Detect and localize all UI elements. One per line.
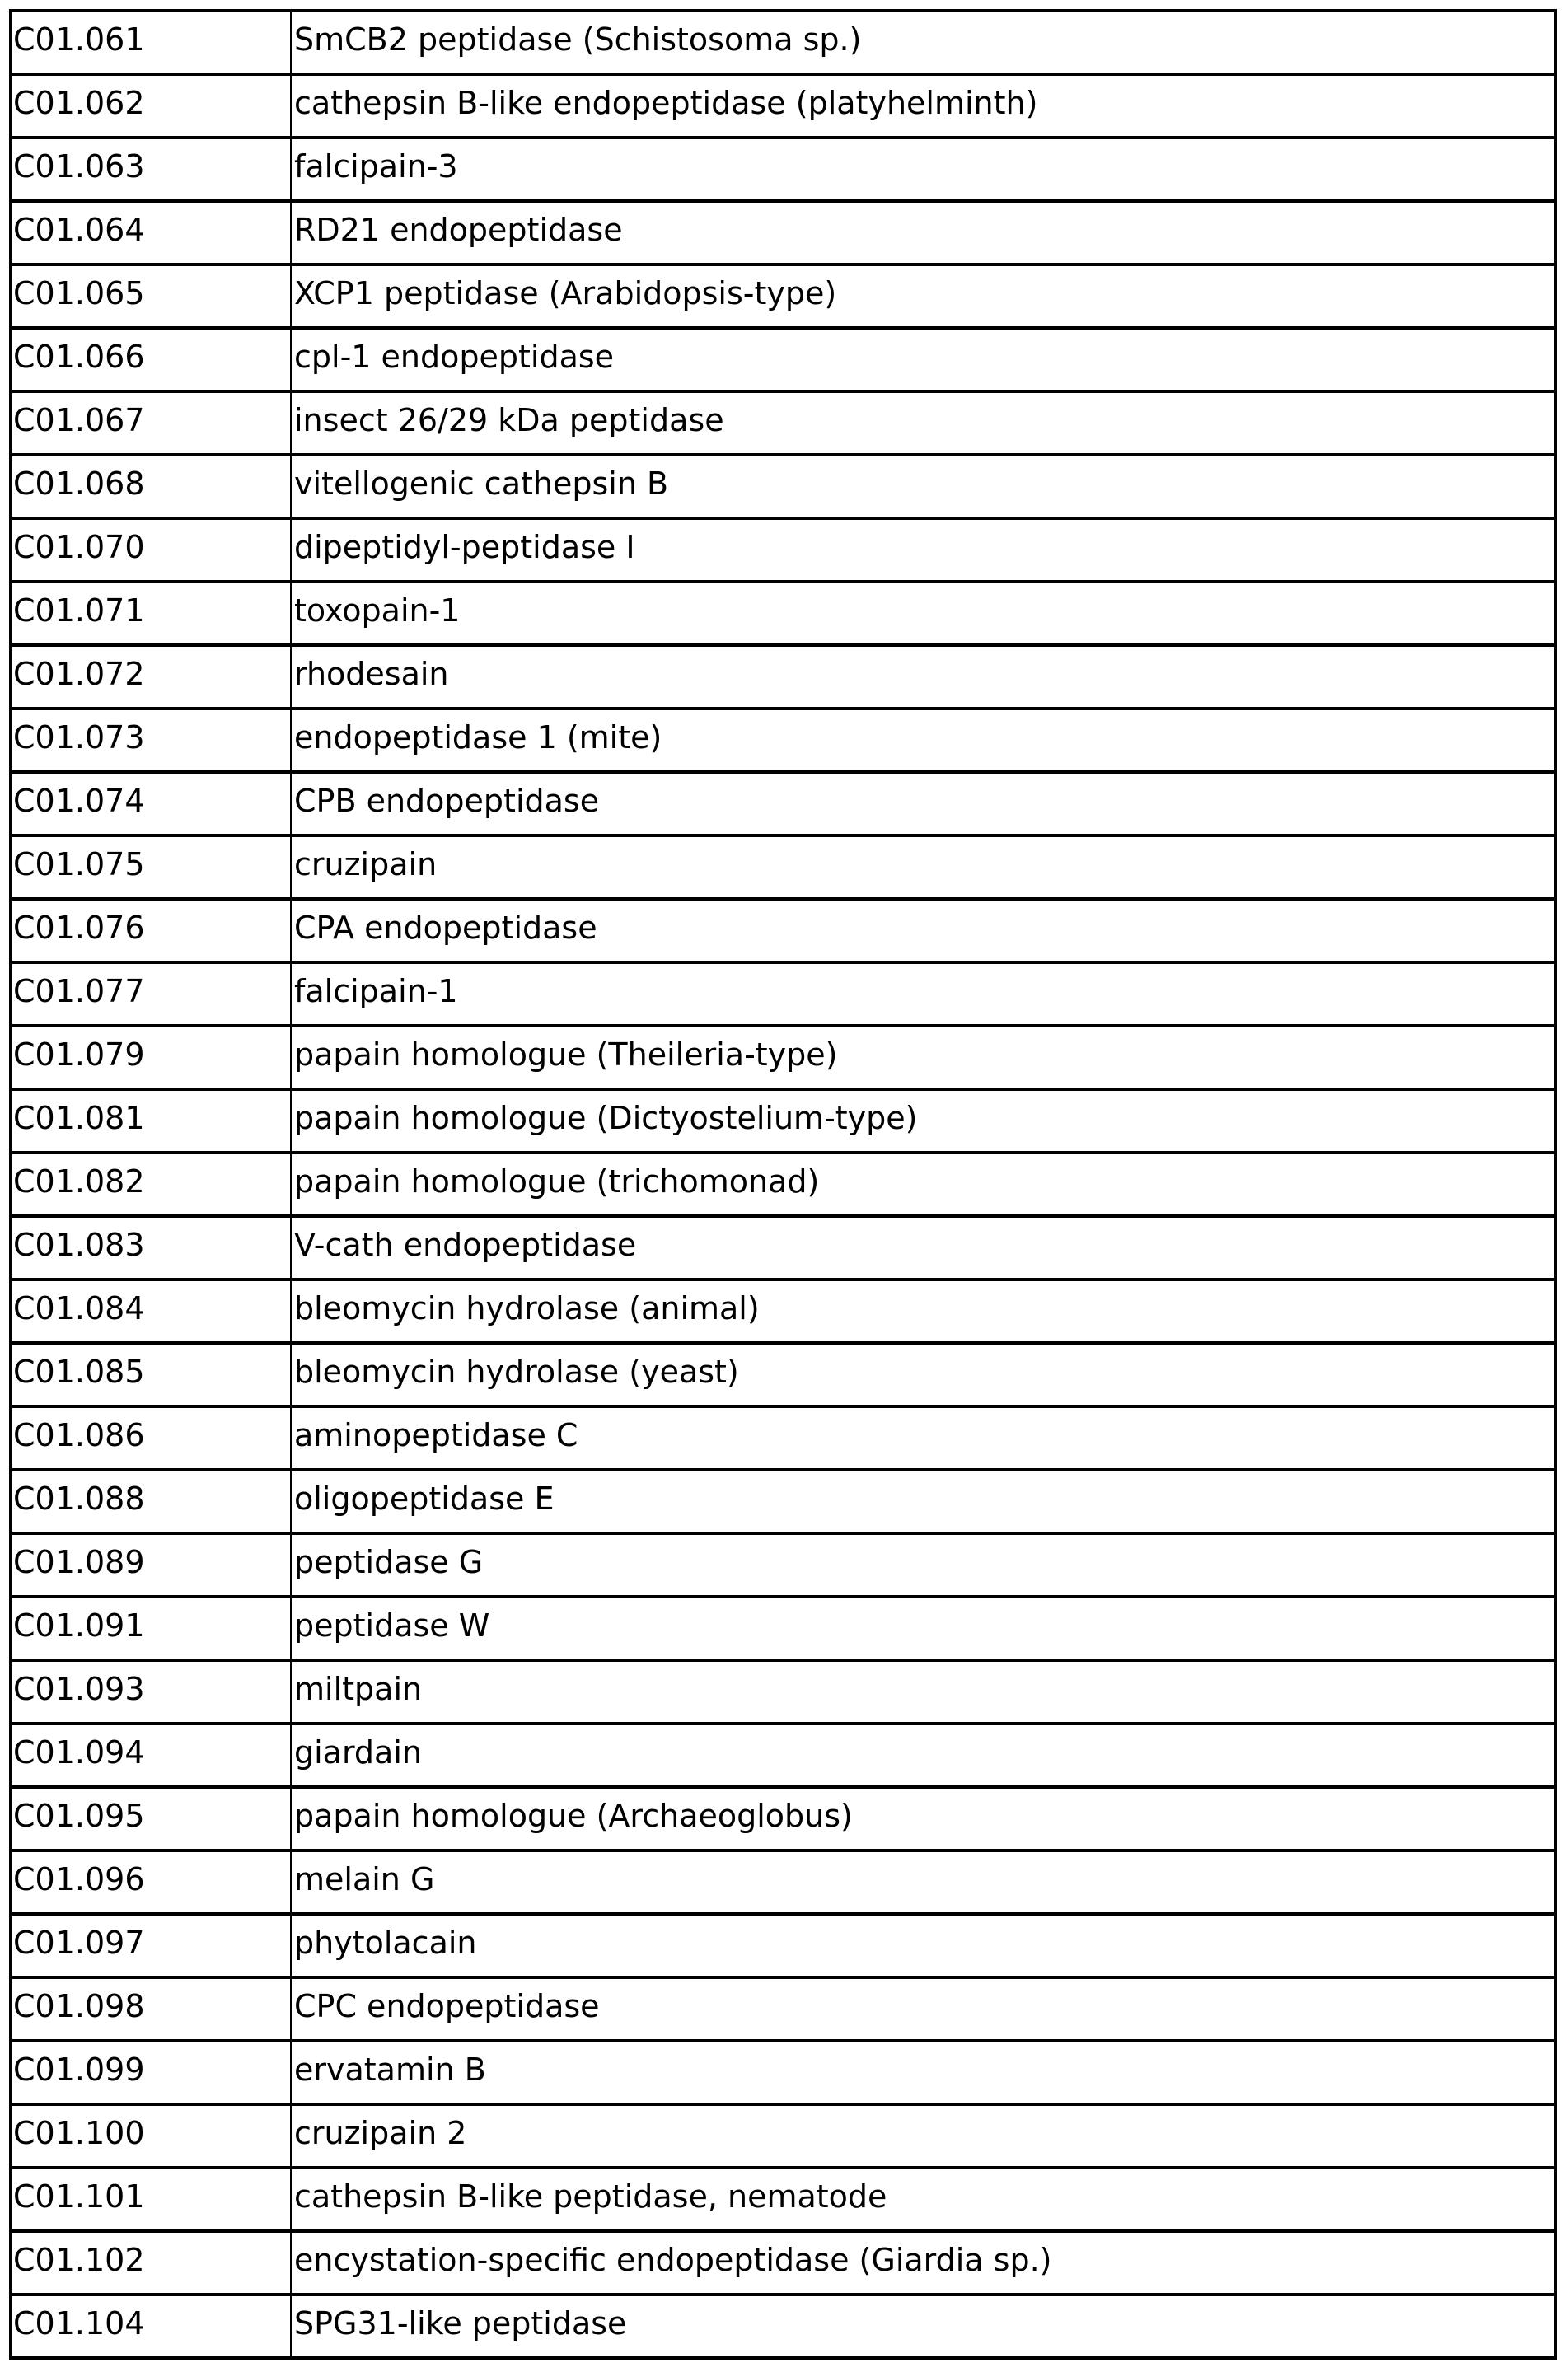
- peptidase-code: C01.061: [13, 21, 145, 58]
- cell-code: [11, 2231, 291, 2295]
- cell-name: [291, 1787, 1556, 1850]
- table-row: [11, 11, 1556, 74]
- peptidase-name: peptidase G: [294, 1544, 484, 1580]
- cell-code: [11, 1724, 291, 1787]
- table-row: [11, 582, 1556, 645]
- cell-name: [291, 1850, 1556, 1914]
- table-row: [11, 2104, 1556, 2168]
- cell-code: [11, 1977, 291, 2041]
- cell-name: [291, 1026, 1556, 1089]
- table-row: [11, 1533, 1556, 1597]
- cell-code: [11, 1787, 291, 1850]
- peptidase-code: C01.088: [13, 1481, 145, 1517]
- cell-code: [11, 455, 291, 518]
- peptidase-name: toxopain-1: [294, 592, 461, 629]
- table-row: [11, 1153, 1556, 1216]
- peptidase-name: falcipain-3: [294, 148, 458, 185]
- peptidase-name: phytolacain: [294, 1925, 477, 1961]
- peptidase-name: papain homologue (Theileria-type): [294, 1036, 838, 1073]
- cell-code: [11, 138, 291, 201]
- peptidase-code: C01.091: [13, 1607, 145, 1644]
- peptidase-code: C01.104: [13, 2305, 145, 2342]
- cell-name: [291, 1533, 1556, 1597]
- table-row: [11, 1850, 1556, 1914]
- cell-name: [291, 962, 1556, 1026]
- cell-name: [291, 1089, 1556, 1153]
- cell-name: [291, 1280, 1556, 1343]
- peptidase-name: papain homologue (Dictyostelium-type): [294, 1100, 918, 1136]
- peptidase-name: cruzipain 2: [294, 2115, 467, 2151]
- cell-code: [11, 709, 291, 772]
- peptidase-name: peptidase W: [294, 1607, 490, 1644]
- peptidase-name: cruzipain: [294, 846, 438, 882]
- peptidase-code: C01.077: [13, 973, 145, 1009]
- peptidase-code: C01.076: [13, 910, 145, 946]
- table-row: [11, 518, 1556, 582]
- cell-code: [11, 1153, 291, 1216]
- peptidase-name: papain homologue (trichomonad): [294, 1163, 820, 1200]
- cell-code: [11, 1597, 291, 1660]
- peptidase-name: V-cath endopeptidase: [294, 1227, 637, 1263]
- peptidase-code: C01.070: [13, 529, 145, 565]
- cell-code: [11, 772, 291, 835]
- peptidase-table: [9, 9, 1557, 2360]
- cell-name: [291, 1977, 1556, 2041]
- peptidase-code: C01.102: [13, 2242, 145, 2278]
- peptidase-code: C01.063: [13, 148, 145, 185]
- peptidase-name: CPC endopeptidase: [294, 1988, 600, 2024]
- peptidase-name: falcipain-1: [294, 973, 458, 1009]
- cell-code: [11, 1343, 291, 1406]
- cell-name: [291, 1343, 1556, 1406]
- cell-code: [11, 1089, 291, 1153]
- table-row: [11, 1914, 1556, 1977]
- cell-code: [11, 2168, 291, 2231]
- cell-code: [11, 264, 291, 328]
- cell-name: [291, 1153, 1556, 1216]
- table-row: [11, 74, 1556, 138]
- peptidase-code: C01.101: [13, 2178, 145, 2215]
- cell-code: [11, 74, 291, 138]
- peptidase-code: C01.083: [13, 1227, 145, 1263]
- cell-name: [291, 2041, 1556, 2104]
- cell-name: [291, 391, 1556, 455]
- cell-name: [291, 1406, 1556, 1470]
- cell-name: [291, 138, 1556, 201]
- peptidase-name: bleomycin hydrolase (animal): [294, 1290, 760, 1326]
- cell-code: [11, 645, 291, 709]
- peptidase-name: dipeptidyl-peptidase I: [294, 529, 635, 565]
- table-row: [11, 264, 1556, 328]
- table-row: [11, 1787, 1556, 1850]
- cell-name: [291, 455, 1556, 518]
- cell-code: [11, 518, 291, 582]
- peptidase-code: C01.079: [13, 1036, 145, 1073]
- peptidase-name: papain homologue (Archaeoglobus): [294, 1798, 853, 1834]
- cell-name: [291, 264, 1556, 328]
- peptidase-code: C01.062: [13, 85, 145, 121]
- cell-name: [291, 1216, 1556, 1280]
- table-row: [11, 455, 1556, 518]
- peptidase-code: C01.071: [13, 592, 145, 629]
- peptidase-name: vitellogenic cathepsin B: [294, 466, 669, 502]
- cell-name: [291, 582, 1556, 645]
- peptidase-code: C01.089: [13, 1544, 145, 1580]
- cell-code: [11, 1914, 291, 1977]
- peptidase-code: C01.093: [13, 1671, 145, 1707]
- peptidase-code: C01.097: [13, 1925, 145, 1961]
- cell-code: [11, 1850, 291, 1914]
- peptidase-code: C01.075: [13, 846, 145, 882]
- table-row: [11, 1406, 1556, 1470]
- peptidase-name: ervatamin B: [294, 2052, 486, 2088]
- table-row: [11, 709, 1556, 772]
- peptidase-name: CPA endopeptidase: [294, 910, 597, 946]
- peptidase-name: CPB endopeptidase: [294, 783, 600, 819]
- peptidase-name: XCP1 peptidase (Arabidopsis-type): [294, 275, 837, 311]
- table-row: [11, 2295, 1556, 2358]
- cell-code: [11, 582, 291, 645]
- cell-name: [291, 328, 1556, 391]
- cell-name: [291, 2104, 1556, 2168]
- peptidase-table-body: [11, 11, 1556, 2358]
- peptidase-name: endopeptidase 1 (mite): [294, 719, 662, 756]
- cell-name: [291, 2231, 1556, 2295]
- cell-code: [11, 962, 291, 1026]
- peptidase-code: C01.074: [13, 783, 145, 819]
- peptidase-code: C01.067: [13, 402, 145, 438]
- table-row: [11, 2041, 1556, 2104]
- table-row: [11, 835, 1556, 899]
- cell-name: [291, 1470, 1556, 1533]
- peptidase-code: C01.085: [13, 1354, 145, 1390]
- peptidase-code: C01.096: [13, 1861, 145, 1897]
- peptidase-code: C01.095: [13, 1798, 145, 1834]
- table-row: [11, 328, 1556, 391]
- cell-code: [11, 1470, 291, 1533]
- table-row: [11, 138, 1556, 201]
- cell-code: [11, 1406, 291, 1470]
- table-row: [11, 1660, 1556, 1724]
- table-row: [11, 1280, 1556, 1343]
- cell-name: [291, 899, 1556, 962]
- cell-code: [11, 328, 291, 391]
- peptidase-name: cpl-1 endopeptidase: [294, 339, 615, 375]
- peptidase-code: C01.099: [13, 2052, 145, 2088]
- peptidase-code: C01.086: [13, 1417, 145, 1453]
- cell-name: [291, 835, 1556, 899]
- peptidase-name: aminopeptidase C: [294, 1417, 578, 1453]
- peptidase-code: C01.068: [13, 466, 145, 502]
- peptidase-code: C01.082: [13, 1163, 145, 1200]
- peptidase-code: C01.081: [13, 1100, 145, 1136]
- table-row: [11, 1597, 1556, 1660]
- table-row: [11, 962, 1556, 1026]
- cell-name: [291, 74, 1556, 138]
- table-row: [11, 1343, 1556, 1406]
- cell-code: [11, 835, 291, 899]
- peptidase-name: bleomycin hydrolase (yeast): [294, 1354, 739, 1390]
- cell-code: [11, 1533, 291, 1597]
- cell-code: [11, 11, 291, 74]
- peptidase-name: rhodesain: [294, 656, 449, 692]
- cell-code: [11, 1216, 291, 1280]
- peptidase-name: SmCB2 peptidase (Schistosoma sp.): [294, 21, 862, 58]
- cell-code: [11, 2295, 291, 2358]
- peptidase-name: insect 26/29 kDa peptidase: [294, 402, 724, 438]
- cell-name: [291, 645, 1556, 709]
- peptidase-code: C01.084: [13, 1290, 145, 1326]
- cell-name: [291, 1914, 1556, 1977]
- peptidase-name: oligopeptidase E: [294, 1481, 555, 1517]
- peptidase-code: C01.064: [13, 212, 145, 248]
- table-row: [11, 391, 1556, 455]
- peptidase-code: C01.100: [13, 2115, 145, 2151]
- cell-name: [291, 709, 1556, 772]
- table-row: [11, 2168, 1556, 2231]
- table-row: [11, 645, 1556, 709]
- peptidase-code: C01.072: [13, 656, 145, 692]
- cell-name: [291, 2295, 1556, 2358]
- table-row: [11, 1977, 1556, 2041]
- table-row: [11, 1026, 1556, 1089]
- cell-name: [291, 11, 1556, 74]
- peptidase-code: C01.065: [13, 275, 145, 311]
- peptidase-code: C01.073: [13, 719, 145, 756]
- peptidase-code: C01.066: [13, 339, 145, 375]
- cell-name: [291, 772, 1556, 835]
- cell-code: [11, 1660, 291, 1724]
- cell-code: [11, 391, 291, 455]
- cell-name: [291, 1660, 1556, 1724]
- table-row: [11, 2231, 1556, 2295]
- table-row: [11, 1216, 1556, 1280]
- cell-code: [11, 899, 291, 962]
- cell-name: [291, 1724, 1556, 1787]
- table-row: [11, 201, 1556, 264]
- cell-code: [11, 2104, 291, 2168]
- table-row: [11, 1089, 1556, 1153]
- peptidase-name: cathepsin B-like peptidase, nematode: [294, 2178, 887, 2215]
- peptidase-name: cathepsin B-like endopeptidase (platyhelminth): [294, 85, 1038, 121]
- table-row: [11, 1724, 1556, 1787]
- peptidase-name: giardain: [294, 1734, 422, 1771]
- peptidase-name: SPG31-like peptidase: [294, 2305, 627, 2342]
- peptidase-name: miltpain: [294, 1671, 423, 1707]
- peptidase-code: C01.098: [13, 1988, 145, 2024]
- cell-code: [11, 1280, 291, 1343]
- peptidase-code: C01.094: [13, 1734, 145, 1771]
- peptidase-name: melain G: [294, 1861, 435, 1897]
- table-row: [11, 1470, 1556, 1533]
- peptidase-name: encystation-specific endopeptidase (Giardia sp.): [294, 2242, 1052, 2278]
- cell-code: [11, 2041, 291, 2104]
- cell-name: [291, 2168, 1556, 2231]
- table-row: [11, 899, 1556, 962]
- cell-name: [291, 1597, 1556, 1660]
- cell-name: [291, 201, 1556, 264]
- cell-code: [11, 201, 291, 264]
- cell-code: [11, 1026, 291, 1089]
- peptidase-name: RD21 endopeptidase: [294, 212, 623, 248]
- cell-name: [291, 518, 1556, 582]
- table-row: [11, 772, 1556, 835]
